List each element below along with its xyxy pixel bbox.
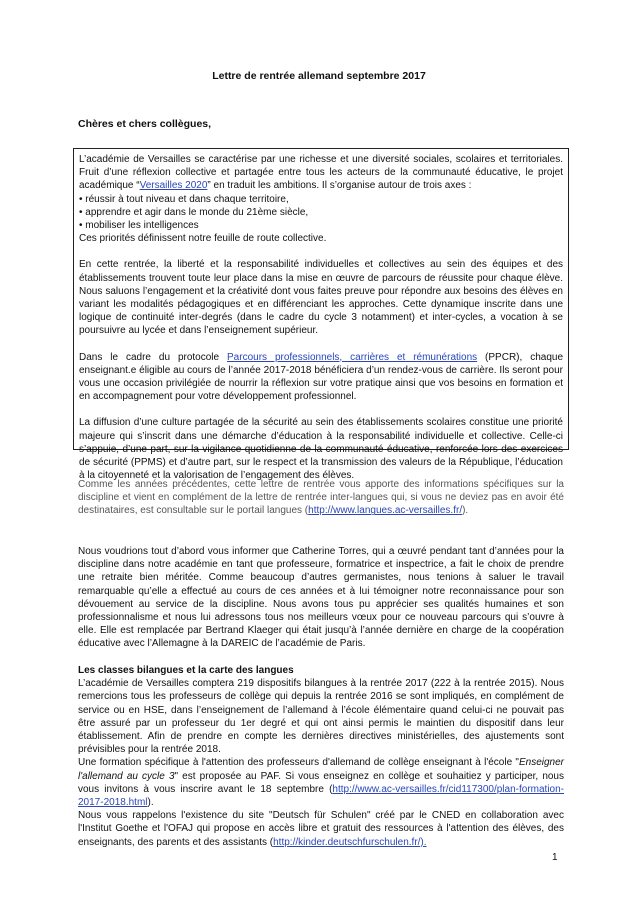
ppcr-link[interactable]: Parcours professionnels, carrières et rémunérations	[227, 351, 478, 363]
section-p2-emphasis: Enseigner l'allemand au cycle 3	[78, 757, 564, 782]
box-paragraph-3	[79, 351, 563, 404]
portail-langues-link[interactable]: http://www.langues.ac-versailles.fr/	[308, 505, 463, 517]
section-p2-text-a: Une formation spécifique à l'attention des professeurs d'allemand de collège enseignant à l'école "	[78, 757, 519, 769]
box-p3-text-a: Dans le cadre du protocole	[79, 351, 228, 363]
section-paragraph-3	[78, 809, 564, 849]
box-p1-text-b: ” en traduit les ambitions. Il s’organise autour de trois axes :	[207, 180, 472, 192]
torres-paragraph: Nous voudrions tout d’abord vous informer que Catherine Torres, qui a œuvré pendant tant d’années pour la discipline dans notre académie en tant que professeure, formatrice et inspectrice, a fait le choix de prendre une retraite bien méritée. Comme beaucoup d’autres germanistes, nous tenions à saluer le travail remarquable qu’elle a effectué au cours de ces années et à lui témoigner notre reconnaissance pour son dévouement au service de la discipline. Nous avons tous pu apprécier ses qualités humaines et son professionnalisme et nous lui adressons tous nos meilleurs vœux pour ce nouveau parcours qui s’ouvre à elle. Elle est remplacée par Bertrand Klaeger qui était jusqu’à l’année dernière en charge de la coopération éducative avec l’Allemagne à la DAREIC de l’académie de Paris.	[78, 546, 564, 650]
deutsch-fur-schulen-link[interactable]: http://kinder.deutschfurschulen.fr/).	[273, 836, 427, 848]
section-heading: Les classes bilangues et la carte des langues	[78, 665, 294, 676]
intro-text-b: ).	[462, 505, 469, 517]
letter-title: Lettre de rentrée allemand septembre 2017	[212, 70, 426, 82]
section-paragraph-1: L’académie de Versailles comptera 219 dispositifs bilangues à la rentrée 2017 (222 à la rentrée 2015). Nous remercions tous les professeurs de collège qui depuis la rentrée 2016 se sont impliqués, en complément de service ou en HSE, dans l’enseignement de l’allemand à l’école élémentaire quand celui-ci ne pouvait pas être assuré par un professeur du 1er degré et qui ont ainsi permis le maintien du dispositif dans leur établissement. Afin de prendre en compte les dernières directives ministérielles, des ajustements sont prévisibles pour la rentrée 2018.	[78, 678, 564, 756]
box-p1-end: Ces priorités définissent notre feuille de route collective.	[79, 233, 327, 245]
section-p2-text-b: " est proposée au PAF. Si vous enseignez en collège et souhaitiez y participer, nous vous invitons à vous inscrire avant le 18 septembre (	[78, 770, 564, 795]
bullet-2: • apprendre et agir dans le monde du 21ème siècle,	[79, 206, 309, 218]
box-paragraph-2: En cette rentrée, la liberté et la responsabilité individuelles et collectives au sein des équipes et des établissements trouvent toute leur place dans la mise en œuvre de parcours de réussite pour chaque élève. Nous saluons l’engagement et la créativité dont vous faites preuve pour répondre aux besoins des élèves en variant les modalités pédagogiques et en différenciant les approches. Cette dynamique inscrite dans une logique de continuité inter-degrés (dans le cadre du cycle 3 notamment) et inter-cycles, a vocation à se poursuivre au lycée et dans l’enseignement supérieur.	[79, 259, 563, 337]
intro-paragraph	[78, 478, 564, 518]
framed-intro-box	[73, 148, 569, 482]
bullet-1: • réussir à tout niveau et dans chaque territoire,	[79, 193, 289, 205]
box-paragraph-4: La diffusion d’une culture partagée de la sécurité au sein des établissements scolaires constitue une priorité majeure qui s’inscrit dans une démarche d’éducation à la responsabilité individuelle et collective. Celle-ci s’appuie, d’une part, sur la vigilance quotidienne de la communauté éducative, renforcée lors des exercices de sécurité (PPMS) et d’autre part, sur le respect et la transmission des valeurs de la République, l’éducation à la citoyenneté et la valorisation de l’engagement des élèves.	[79, 417, 563, 482]
bilangues-section	[78, 664, 564, 849]
section-paragraph-2	[78, 756, 564, 809]
intro-text-a: Comme les années précédentes, cette lettre de rentrée vous apporte des informations spécifiques sur la discipline et vient en complément de la lettre de rentrée inter-langues qui, si vous ne deviez pas en avoir été destinataires, est consultable sur le portail langues (	[78, 479, 564, 517]
box-paragraph-1	[79, 153, 563, 193]
page-number: 1	[552, 852, 558, 863]
plan-formation-link[interactable]: http://www.ac-versailles.fr/cid117300/plan-formation-2017-2018.html	[78, 783, 564, 809]
greeting: Chères et chers collègues,	[78, 118, 212, 130]
box-p3-text-b: (PPCR), chaque enseignant.e éligible au cours de l’année 2017-2018 bénéficiera d’un rendez-vous de carrière. Ils seront pour vous une occasion privilégiée de nourrir la réflexion sur votre pratique ainsi que vos besoins en formation et en accompagnement pour votre développement professionnel.	[79, 351, 564, 403]
section-p2-text-c: ).	[147, 797, 154, 809]
box-p1-text-a: L’académie de Versailles se caractérise par une richesse et une diversité sociales, scolaires et territoriales. Fruit d’une réflexion collective et partagée entre tous les acteurs de la communauté éducative, le projet académique “	[79, 154, 563, 192]
section-p3-text-a: Nous vous rappelons l'existence du site "Deutsch für Schulen" créé par le CNED en collaboration avec l'Institut Goethe et l'OFAJ qui propose en accès libre et gratuit des ressources à l'attention des élèves, des enseignants, des parents et des assistants (	[78, 810, 564, 848]
bullet-3: • mobiliser les intelligences	[79, 220, 199, 232]
versailles-2020-link[interactable]: Versailles 2020	[139, 180, 208, 192]
